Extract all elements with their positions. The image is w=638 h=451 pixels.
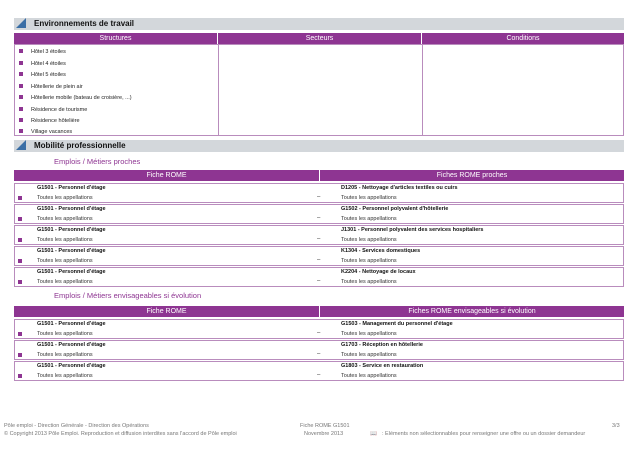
- target-appellations: Toutes les appellations: [341, 195, 397, 201]
- bullet-icon: [19, 72, 23, 76]
- header-fiches-proches: Fiches ROME proches: [320, 170, 624, 181]
- appellations: Toutes les appellations: [37, 258, 93, 264]
- list-item: Hôtellerie de plein air: [17, 83, 83, 91]
- separator-dash: –: [317, 194, 321, 200]
- mobility-section-title: Mobilité professionnelle: [34, 141, 126, 150]
- separator-dash: –: [317, 215, 321, 221]
- bullet-icon: [19, 95, 23, 99]
- target-rome-code: J1301 - Personnel polyvalent des services hospitaliers: [341, 227, 484, 233]
- env-section-band: [14, 18, 624, 30]
- footer-fiche: Fiche ROME G1501: [300, 423, 350, 429]
- target-rome-code: G1803 - Service en restauration: [341, 363, 424, 369]
- list-item: Hôtellerie mobile (bateau de croisière, ...): [17, 94, 132, 102]
- appellations: Toutes les appellations: [37, 279, 93, 285]
- bullet-icon: [19, 49, 23, 53]
- table-row: [14, 225, 624, 245]
- header-structures: Structures: [14, 33, 217, 44]
- list-item: Résidence hôtelière: [17, 117, 80, 125]
- target-appellations: Toutes les appellations: [341, 373, 397, 379]
- section-marker-icon: [16, 18, 26, 28]
- proches-subtitle: Emplois / Métiers proches: [54, 157, 141, 166]
- target-rome-code: D1205 - Nettoyage d'articles textiles ou cuirs: [341, 185, 458, 191]
- header-fiche-rome: Fiche ROME: [14, 170, 319, 181]
- target-rome-code: G1503 - Management du personnel d'étage: [341, 321, 453, 327]
- section-marker-icon: [16, 140, 26, 150]
- bullet-icon: [19, 61, 23, 65]
- target-appellations: Toutes les appellations: [341, 237, 397, 243]
- appellations: Toutes les appellations: [37, 216, 93, 222]
- table-row: [14, 340, 624, 360]
- rome-code: G1501 - Personnel d'étage: [37, 227, 106, 233]
- separator-dash: –: [317, 351, 321, 357]
- bullet-icon: [18, 280, 22, 284]
- footer-org: Pôle emploi - Direction Générale - Direction des Opérations: [4, 423, 149, 429]
- bullet-icon: [18, 238, 22, 242]
- rome-code: G1501 - Personnel d'étage: [37, 206, 106, 212]
- separator-dash: –: [317, 236, 321, 242]
- separator-dash: –: [317, 278, 321, 284]
- appellations: Toutes les appellations: [37, 237, 93, 243]
- footer-note: : Eléments non sélectionnables pour renseigner une offre ou un dossier demandeur: [382, 431, 586, 437]
- target-appellations: Toutes les appellations: [341, 331, 397, 337]
- appellations: Toutes les appellations: [37, 331, 93, 337]
- rome-code: G1501 - Personnel d'étage: [37, 185, 106, 191]
- footer-date: Novembre 2013: [304, 431, 344, 437]
- bullet-icon: [18, 217, 22, 221]
- list-item: Hôtel 3 étoiles: [17, 48, 66, 56]
- target-rome-code: G1502 - Personnel polyvalent d'hôtellerie: [341, 206, 449, 212]
- separator-dash: –: [317, 372, 321, 378]
- target-appellations: Toutes les appellations: [341, 258, 397, 264]
- target-rome-code: K1304 - Services domestiques: [341, 248, 421, 254]
- bullet-icon: [19, 118, 23, 122]
- footer-page: 3/3: [612, 423, 620, 429]
- rome-code: G1501 - Personnel d'étage: [37, 363, 106, 369]
- appellations: Toutes les appellations: [37, 195, 93, 201]
- target-appellations: Toutes les appellations: [341, 279, 397, 285]
- table-row: [14, 246, 624, 266]
- env-section-title: Environnements de travail: [34, 19, 135, 28]
- table-row: [14, 319, 624, 339]
- list-item: Village vacances: [17, 128, 72, 136]
- list-item: Hôtel 4 étoiles: [17, 60, 66, 68]
- list-item: Résidence de tourisme: [17, 106, 87, 114]
- separator-dash: –: [317, 257, 321, 263]
- table-row: [14, 267, 624, 287]
- bullet-icon: [19, 84, 23, 88]
- table-row: [14, 204, 624, 224]
- book-icon: 📖: [370, 431, 377, 437]
- appellations: Toutes les appellations: [37, 373, 93, 379]
- env-table: [14, 44, 624, 136]
- list-item: Hôtel 5 étoiles: [17, 71, 66, 79]
- rome-code: G1501 - Personnel d'étage: [37, 248, 106, 254]
- evolution-subtitle: Emplois / Métiers envisageables si évolution: [54, 291, 202, 300]
- header-fiches-evolution: Fiches ROME envisageables si évolution: [320, 306, 624, 317]
- table-row: [14, 183, 624, 203]
- bullet-icon: [18, 259, 22, 263]
- bullet-icon: [18, 332, 22, 336]
- target-rome-code: G1703 - Réception en hôtellerie: [341, 342, 423, 348]
- header-conditions: Conditions: [422, 33, 624, 44]
- target-appellations: Toutes les appellations: [341, 352, 397, 358]
- separator-dash: –: [317, 330, 321, 336]
- rome-code: G1501 - Personnel d'étage: [37, 321, 106, 327]
- bullet-icon: [18, 374, 22, 378]
- header-fiche-rome-evolution: Fiche ROME: [14, 306, 319, 317]
- table-row: [14, 361, 624, 381]
- rome-code: G1501 - Personnel d'étage: [37, 269, 106, 275]
- footer-copyright: © Copyright 2013 Pôle Emploi. Reproduction et diffusion interdites sans l'accord de Pôle emploi: [4, 431, 237, 437]
- bullet-icon: [18, 196, 22, 200]
- target-rome-code: K2204 - Nettoyage de locaux: [341, 269, 416, 275]
- mobility-section-band: [14, 140, 624, 152]
- bullet-icon: [18, 353, 22, 357]
- appellations: Toutes les appellations: [37, 352, 93, 358]
- header-secteurs: Secteurs: [218, 33, 421, 44]
- bullet-icon: [19, 129, 23, 133]
- bullet-icon: [19, 107, 23, 111]
- target-appellations: Toutes les appellations: [341, 216, 397, 222]
- rome-code: G1501 - Personnel d'étage: [37, 342, 106, 348]
